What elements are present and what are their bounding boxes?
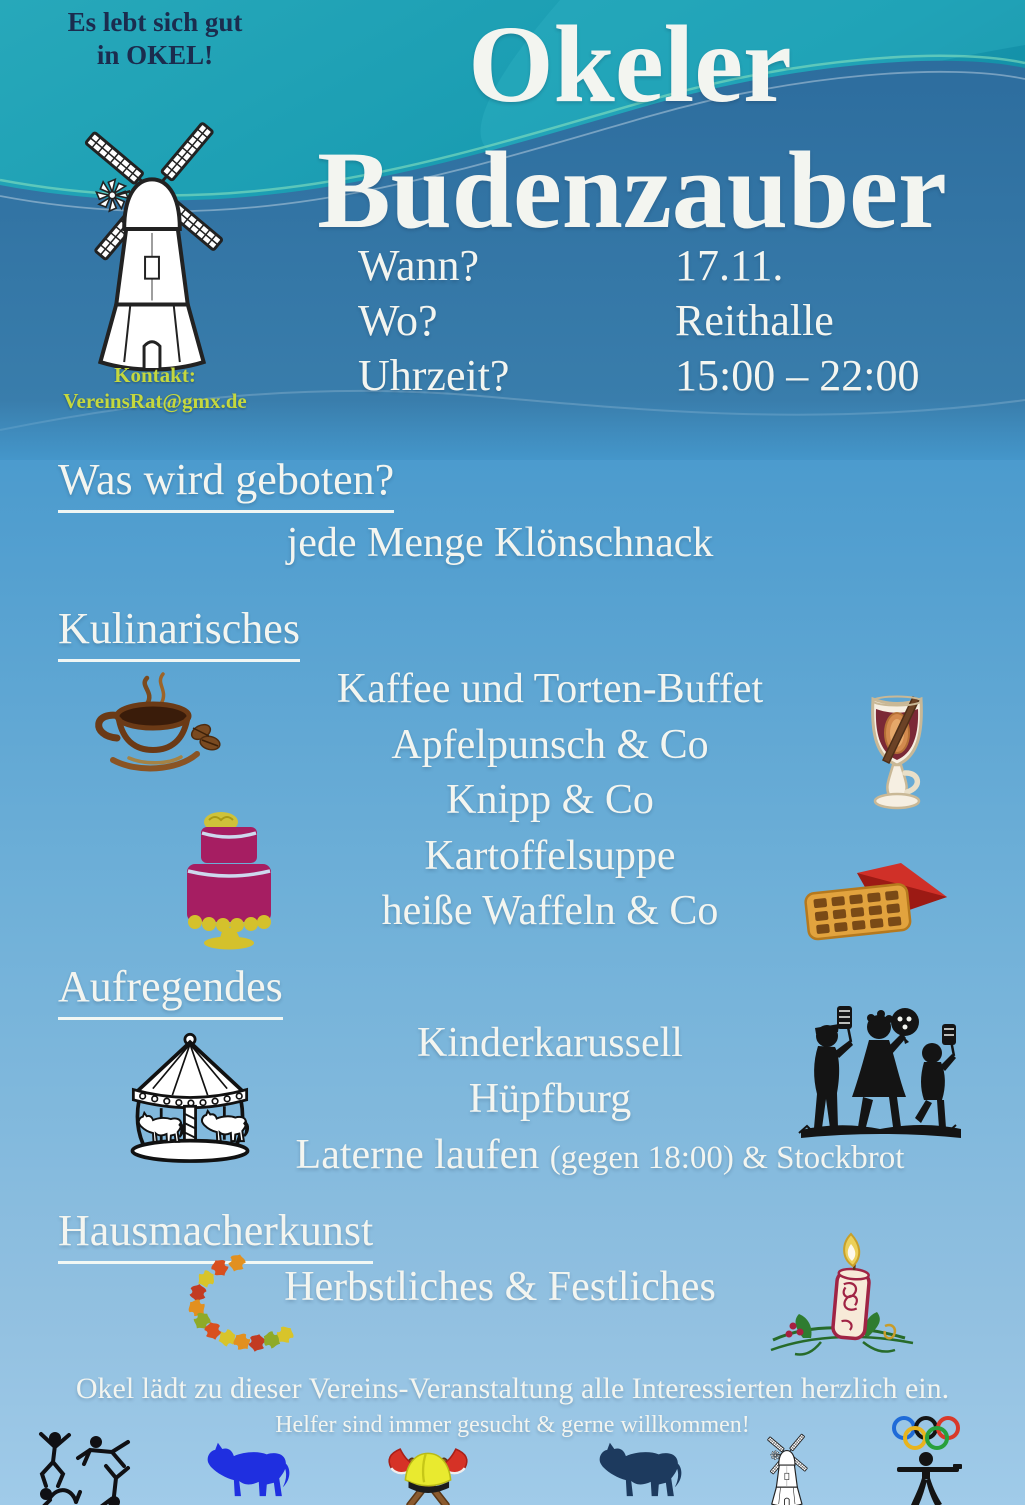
laterne-note: (gegen 18:00)	[549, 1140, 743, 1176]
footer-invitation: Okel lädt zu dieser Vereins-Veranstaltung alle Interessierten herzlich ein.	[75, 1372, 950, 1405]
contact-label: Kontakt:	[114, 363, 196, 387]
list-item: Kaffee und Torten-Buffet	[336, 666, 764, 712]
list-item: Knipp & Co	[446, 777, 654, 823]
section-heading-kulinarisches: Kulinarisches	[58, 604, 300, 662]
aufregendes-items	[250, 1016, 850, 1127]
contact-email: VereinsRat@gmx.de	[63, 389, 247, 413]
section-heading-hausmacherkunst: Hausmacherkunst	[58, 1206, 373, 1264]
detail-value-location: Reithalle	[675, 296, 834, 345]
lantern-children-icon	[795, 1000, 965, 1150]
detail-label-where: Wo?	[358, 296, 438, 345]
logo-tagline	[20, 6, 290, 72]
detail-value-time: 15:00 – 22:00	[675, 351, 920, 400]
list-item: Kartoffelsuppe	[424, 832, 676, 879]
carousel-icon	[110, 1032, 270, 1162]
candle-icon	[765, 1230, 920, 1365]
intro-heading: Was wird geboten?	[58, 455, 394, 513]
coffee-cup-icon	[85, 672, 225, 787]
blue-horse-icon	[203, 1441, 295, 1505]
kulinarisches-items	[250, 662, 850, 940]
event-detail-values	[675, 238, 919, 403]
firefighter-helmet-icon	[378, 1430, 478, 1505]
punch-glass-icon	[855, 695, 945, 817]
olympic-shooter-icon	[888, 1416, 970, 1505]
list-item: Kinderkarussell	[417, 1020, 683, 1066]
laterne-main: Laterne laufen	[295, 1132, 550, 1178]
footer-helpers: Helfer sind immer gesucht & gerne willkommen!	[275, 1412, 750, 1438]
waffle-icon	[795, 853, 955, 938]
windmill-small-icon	[763, 1422, 811, 1505]
detail-value-date: 17.11.	[675, 241, 784, 290]
list-item: Hüpfburg	[468, 1075, 632, 1122]
dark-horse-icon	[595, 1441, 687, 1505]
poster-title-line1: Okeler	[468, 3, 792, 125]
list-item: heiße Waffeln & Co	[381, 888, 719, 934]
detail-label-when: Wann?	[358, 241, 480, 290]
laterne-suffix: & Stockbrot	[742, 1140, 905, 1176]
cake-icon	[165, 800, 285, 950]
hausmacherkunst-item: Herbstliches & Festliches	[284, 1264, 716, 1310]
detail-label-time: Uhrzeit?	[358, 351, 510, 400]
event-detail-labels	[358, 238, 509, 403]
contact-block	[15, 362, 295, 414]
poster-title-line2: Budenzauber	[317, 129, 947, 251]
section-heading-aufregendes: Aufregendes	[58, 962, 283, 1020]
logo-tagline-line2: in OKEL!	[96, 40, 214, 70]
windmill-icon	[70, 82, 235, 372]
logo-tagline-line1: Es lebt sich gut	[67, 7, 243, 37]
acrobats-icon	[28, 1428, 148, 1505]
autumn-leaves-icon	[175, 1255, 300, 1360]
intro-tagline: jede Menge Klönschnack	[286, 520, 714, 566]
list-item: Apfelpunsch & Co	[391, 721, 709, 768]
